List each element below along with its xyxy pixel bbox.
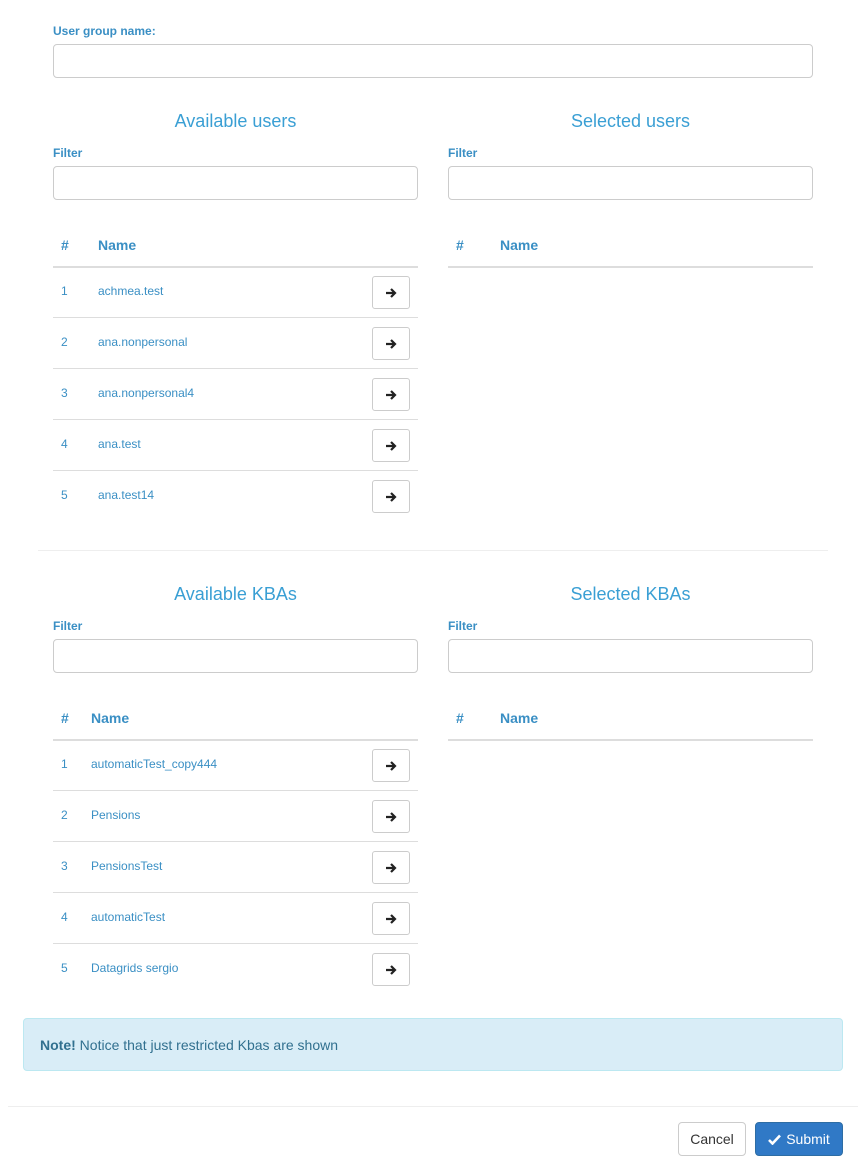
available-users-table-row — [53, 267, 418, 318]
available-kbas-table-row — [53, 791, 418, 842]
row-number: 1 — [61, 284, 68, 298]
available-kbas-table-row — [53, 842, 418, 893]
row-name: automaticTest — [91, 910, 166, 924]
row-name: PensionsTest — [91, 859, 163, 873]
footer-divider — [8, 1106, 858, 1107]
available-users-table-row — [53, 420, 418, 471]
move-right-button[interactable] — [372, 429, 410, 462]
row-number: 4 — [61, 910, 68, 924]
row-name: ana.nonpersonal — [98, 335, 188, 349]
available-kbas-table-row — [53, 893, 418, 944]
row-number: 2 — [61, 808, 68, 822]
group-name-label: User group name: — [53, 24, 156, 38]
move-right-button[interactable] — [372, 902, 410, 935]
arrow-right-icon — [385, 440, 397, 452]
arrow-right-icon — [385, 913, 397, 925]
available-kbas-table-header — [53, 693, 418, 741]
available-users-filter-input[interactable] — [53, 166, 418, 200]
available-users-table-row — [53, 369, 418, 420]
available-kbas-filter-label: Filter — [53, 619, 83, 633]
row-name: ana.nonpersonal4 — [98, 386, 195, 400]
row-name: Pensions — [91, 808, 141, 822]
arrow-right-icon — [385, 338, 397, 350]
move-right-button[interactable] — [372, 800, 410, 833]
note-strong: Note! — [40, 1037, 76, 1053]
selected-users-table-header — [448, 220, 813, 268]
note-alert — [23, 1018, 843, 1071]
selected-kbas-table-header — [448, 693, 813, 741]
row-name: Datagrids sergio — [91, 961, 179, 975]
column-header-name: Name — [98, 237, 137, 253]
row-number: 4 — [61, 437, 68, 451]
arrow-right-icon — [385, 287, 397, 299]
arrow-right-icon — [385, 964, 397, 976]
row-number: 3 — [61, 859, 68, 873]
available-kbas-table-row — [53, 944, 418, 995]
move-right-button[interactable] — [372, 480, 410, 513]
row-name: achmea.test — [98, 284, 164, 298]
row-number: 2 — [61, 335, 68, 349]
column-header-number: # — [456, 710, 464, 726]
check-icon — [768, 1134, 781, 1145]
selected-kbas-title: Selected KBAs — [570, 584, 691, 604]
move-right-button[interactable] — [372, 327, 410, 360]
selected-kbas-filter-input[interactable] — [448, 639, 813, 673]
row-number: 1 — [61, 757, 68, 771]
move-right-button[interactable] — [372, 851, 410, 884]
submit-label: Submit — [786, 1131, 830, 1147]
submit-button[interactable] — [755, 1122, 843, 1156]
section-divider — [38, 550, 828, 551]
column-header-number: # — [61, 237, 69, 253]
available-users-filter-label: Filter — [53, 146, 83, 160]
arrow-right-icon — [385, 811, 397, 823]
available-kbas-title: Available KBAs — [174, 584, 297, 604]
note-text: Notice that just restricted Kbas are shown — [79, 1037, 339, 1053]
column-header-number: # — [61, 710, 69, 726]
available-kbas-filter-input[interactable] — [53, 639, 418, 673]
row-number: 5 — [61, 961, 68, 975]
move-right-button[interactable] — [372, 276, 410, 309]
selected-users-filter-label: Filter — [448, 146, 478, 160]
arrow-right-icon — [385, 491, 397, 503]
column-header-name: Name — [500, 710, 539, 726]
arrow-right-icon — [385, 862, 397, 874]
selected-kbas-filter-label: Filter — [448, 619, 478, 633]
row-number: 3 — [61, 386, 68, 400]
column-header-name: Name — [500, 237, 539, 253]
available-users-table-header — [53, 220, 418, 268]
available-users-title: Available users — [174, 111, 297, 131]
row-name: ana.test — [98, 437, 141, 451]
group-name-input[interactable] — [53, 44, 813, 78]
arrow-right-icon — [385, 760, 397, 772]
cancel-button[interactable]: Cancel — [678, 1122, 746, 1156]
move-right-button[interactable] — [372, 749, 410, 782]
selected-users-title: Selected users — [570, 111, 691, 131]
available-users-table-row — [53, 471, 418, 522]
row-name: automaticTest_copy444 — [91, 757, 218, 771]
available-kbas-table-row — [53, 740, 418, 791]
arrow-right-icon — [385, 389, 397, 401]
selected-users-filter-input[interactable] — [448, 166, 813, 200]
column-header-name: Name — [91, 710, 130, 726]
row-name: ana.test14 — [98, 488, 155, 502]
column-header-number: # — [456, 237, 464, 253]
move-right-button[interactable] — [372, 953, 410, 986]
move-right-button[interactable] — [372, 378, 410, 411]
row-number: 5 — [61, 488, 68, 502]
available-users-table-row — [53, 318, 418, 369]
